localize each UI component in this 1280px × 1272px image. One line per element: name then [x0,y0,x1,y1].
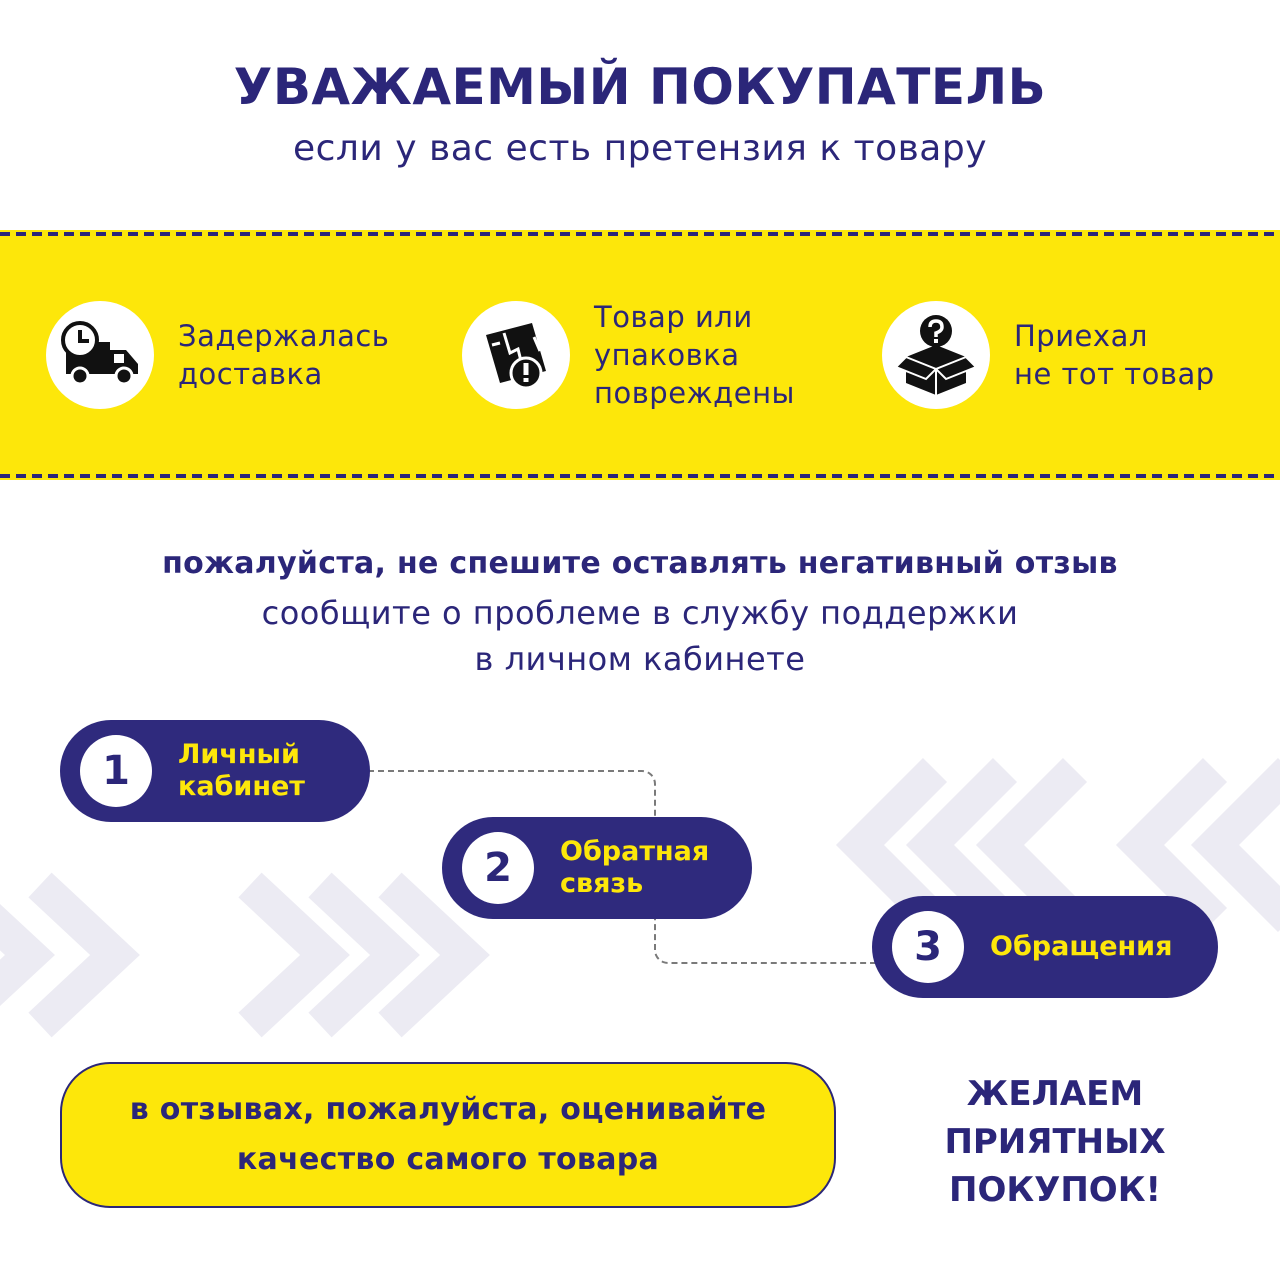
open-box-question-icon [882,301,990,409]
issue-delayed-delivery [46,230,389,480]
step-number-badge: 2 [462,832,534,904]
notice-line-1: сообщите о проблеме в службу поддержки [261,594,1019,632]
damaged-package-warning-icon [462,301,570,409]
step-number-badge: 3 [892,911,964,983]
notice-headline: пожалуйста, не спешите оставлять негативный отзыв [162,546,1118,581]
wish-text: ЖЕЛАЕМ ПРИЯТНЫХ ПОКУПОК! [944,1074,1166,1210]
issue-wrong-item [882,230,1215,480]
step-label: Личный кабинет [178,739,305,802]
review-hint-text: в отзывах, пожалуйста, оценивайте качество самого товара [129,1092,767,1177]
delivery-truck-clock-icon [46,301,154,409]
issue-label: Товар или упаковка повреждены [594,300,795,410]
chevron-right-shape [250,885,325,1025]
step-personal-account [60,720,370,822]
page-subtitle: если у вас есть претензия к товару [292,128,988,169]
issue-damaged-goods [462,230,795,480]
chevron-left-shape [1215,770,1280,920]
step-number-badge: 1 [80,735,152,807]
issue-label: Задержалась доставка [178,319,390,391]
connector-step1-step2 [368,770,656,822]
notice-line-2: в личном кабинете [474,640,806,678]
review-hint-box [60,1062,836,1208]
step-feedback [442,817,752,919]
issues-band [0,230,1280,480]
step-label: Обратная связь [560,836,710,899]
step-label: Обращения [990,931,1173,962]
step-requests [872,896,1218,998]
chevron-right-shape [0,890,30,1020]
issue-label: Приехал не тот товар [1014,319,1215,391]
page-title: УВАЖАЕМЫЙ ПОКУПАТЕЛЬ [233,58,1047,116]
